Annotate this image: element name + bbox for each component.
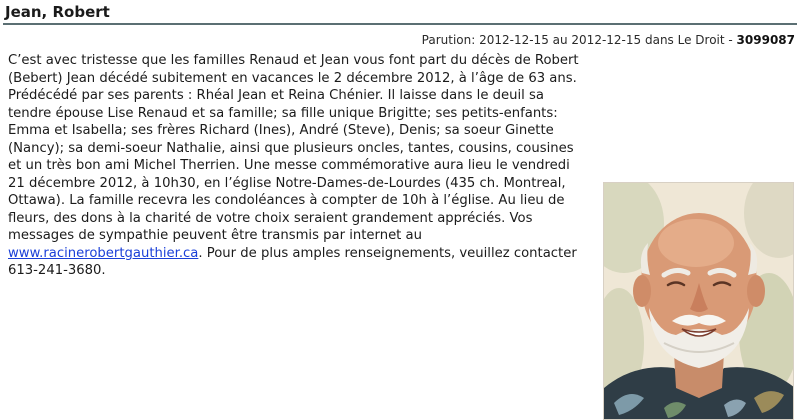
funeral-home-link[interactable]: www.racinerobertgauthier.ca — [8, 245, 199, 261]
obituary-text-main: C’est avec tristesse que les familles Renaud et Jean vous font part du décès de Robert (Bebert) Jean décédé subitement en vacances le 2 décembre 2012, à l’âge de 63 ans. Prédécédé par ses parents : Rhéal Jean et Reina Chénier. Il laisse dans le deuil sa tendre épouse Lise Renaud et sa famille; sa fille unique Brigitte; ses petits-enfants: Emma et Isabella; ses frères Richard (Ines), André (Steve), Denis; sa soeur Ginette (Nancy); sa demi-soeur Nathalie, ainsi que plusieurs oncles, tantes, cousins, cousines et un très bon ami Michel Therrien. Une messe commémorative aura lieu le vendredi 21 décembre 2012, à 10h30, en l’église Notre-Dames-de-Lourdes (435 ch. Montreal, Ottawa). La famille recevra les condoléances à compter de 10h à l’église. Au lieu de fleurs, des dons à la charité de votre choix seraient grandement appréciés. Vos messages de sympathie peuvent être transmis par internet au — [8, 53, 579, 243]
header-divider — [3, 23, 797, 25]
notice-id: 3099087 — [736, 33, 795, 47]
deceased-photo — [603, 182, 794, 420]
publication-dates: Parution: 2012-12-15 au 2012-12-15 dans Le Droit - — [421, 33, 737, 47]
obituary-text — [8, 52, 588, 280]
obituary-text-contact: . Pour de plus amples renseignements, veuillez contacter 613-241-3680. — [8, 245, 577, 278]
publication-info — [422, 33, 795, 47]
deceased-name-heading: Jean, Robert — [5, 3, 110, 21]
